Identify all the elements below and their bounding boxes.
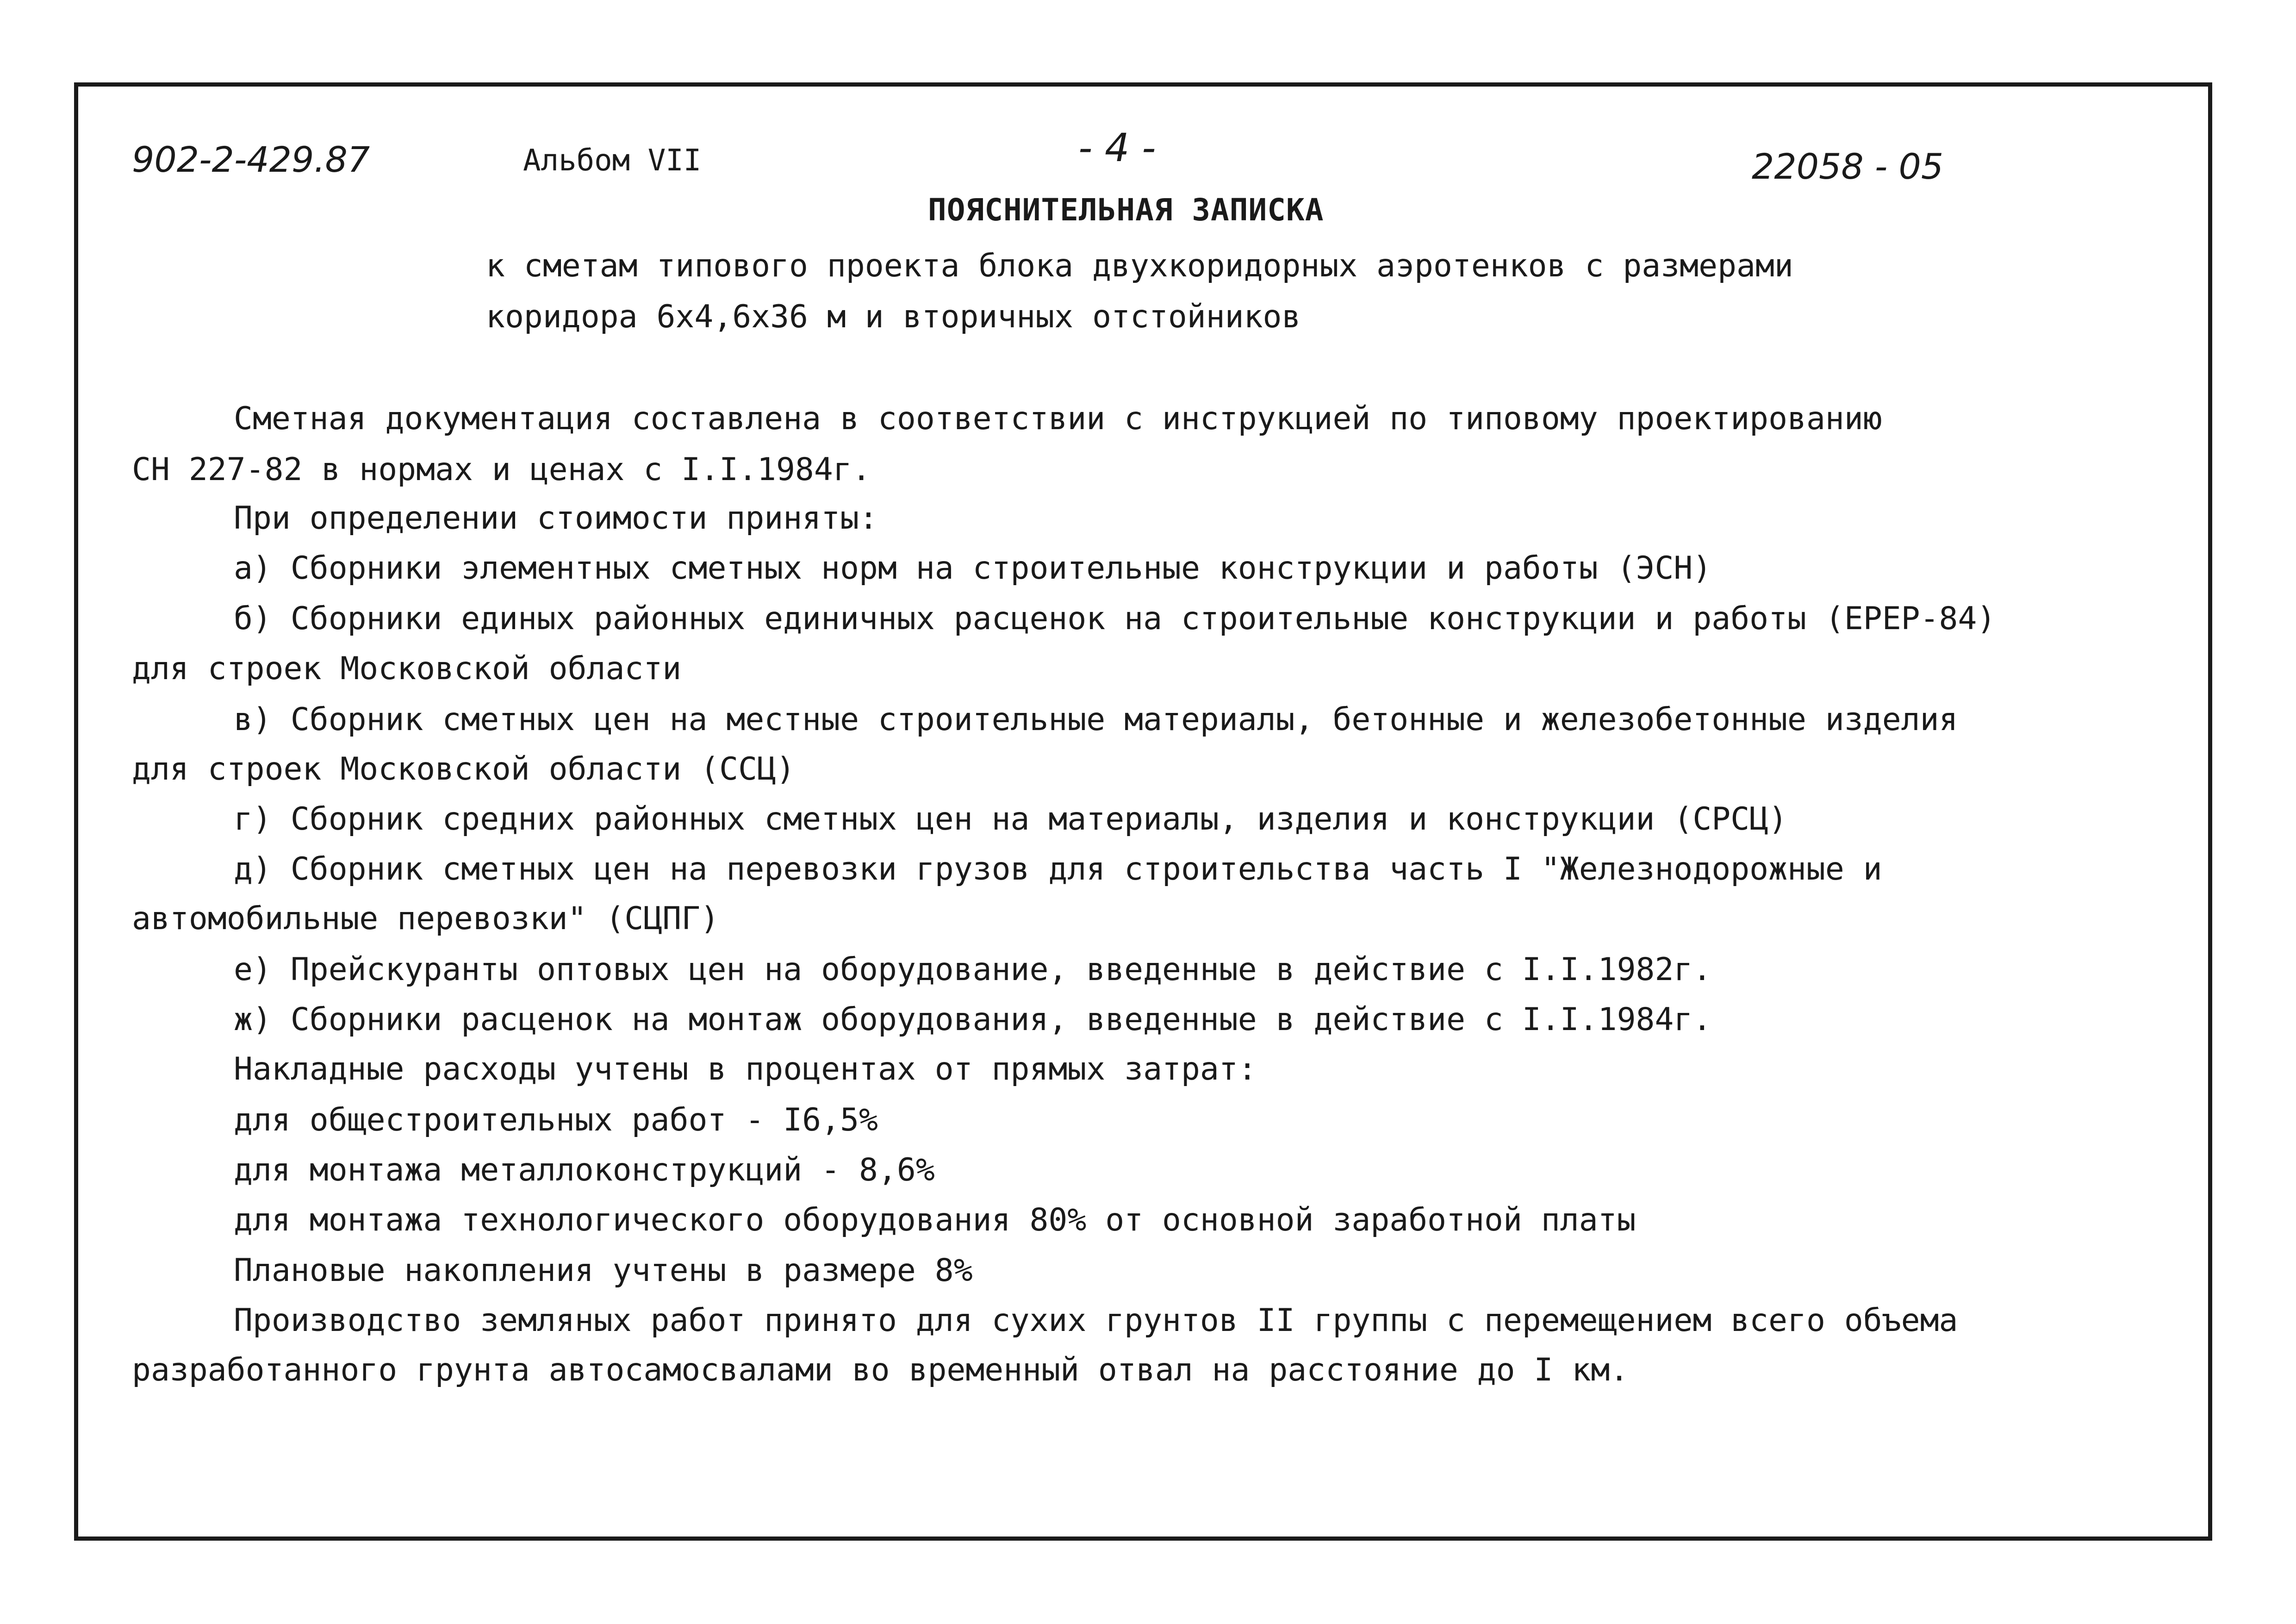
document-number: 22058 - 05 [1752, 146, 1944, 187]
subtitle-line-2: коридора 6х4,6х36 м и вторичных отстойников [486, 299, 1301, 335]
body-line: а) Сборники элементных сметных норм на строительные конструкции и работы (ЭСН) [234, 550, 1712, 587]
body-line: Сметная документация составлена в соответствии с инструкцией по типовому проектированию [234, 400, 1882, 437]
body-line: для общестроительных работ - I6,5% [234, 1102, 878, 1138]
page-number: - 4 - [1078, 125, 1156, 170]
body-line: для строек Московской области (ССЦ) [132, 751, 795, 787]
body-line: в) Сборник сметных цен на местные строительные материалы, бетонные и железобетонные изделия [234, 701, 1958, 738]
document-title: ПОЯСНИТЕЛЬНАЯ ЗАПИСКА [928, 192, 1324, 228]
body-line: для монтажа металлоконструкций - 8,6% [234, 1152, 935, 1188]
body-line: Плановые накопления учтены в размере 8% [234, 1252, 973, 1289]
body-line: СН 227-82 в нормах и ценах с I.I.1984г. [132, 451, 871, 488]
body-line: б) Сборники единых районных единичных расценок на строительные конструкции и работы (ЕРЕР-84) [234, 600, 1996, 637]
body-line: разработанного грунта автосамосвалами во временный отвал на расстояние до I км. [132, 1352, 1629, 1388]
subtitle-line-1: к сметам типового проекта блока двухкоридорных аэротенков с размерами [486, 248, 1793, 284]
album-label: Альбом VII [523, 144, 702, 178]
body-line: При определении стоимости приняты: [234, 500, 878, 537]
body-line: Производство земляных работ принято для сухих грунтов II группы с перемещением всего объема [234, 1302, 1958, 1339]
body-line: е) Прейскуранты оптовых цен на оборудование, введенные в действие с I.I.1982г. [234, 951, 1712, 988]
body-line: автомобильные перевозки" (СЦПГ) [132, 900, 720, 937]
body-line: Накладные расходы учтены в процентах от прямых затрат: [234, 1051, 1257, 1087]
body-line: д) Сборник сметных цен на перевозки грузов для строительства часть I "Железнодорожные и [234, 851, 1882, 887]
project-code: 902-2-429.87 [132, 139, 370, 180]
body-line: г) Сборник средних районных сметных цен на материалы, изделия и конструкции (СРСЦ) [234, 801, 1788, 837]
body-line: для монтажа технологического оборудования 80% от основной заработной платы [234, 1202, 1636, 1238]
body-line: для строек Московской области [132, 650, 682, 687]
body-line: ж) Сборники расценок на монтаж оборудования, введенные в действие с I.I.1984г. [234, 1001, 1712, 1038]
